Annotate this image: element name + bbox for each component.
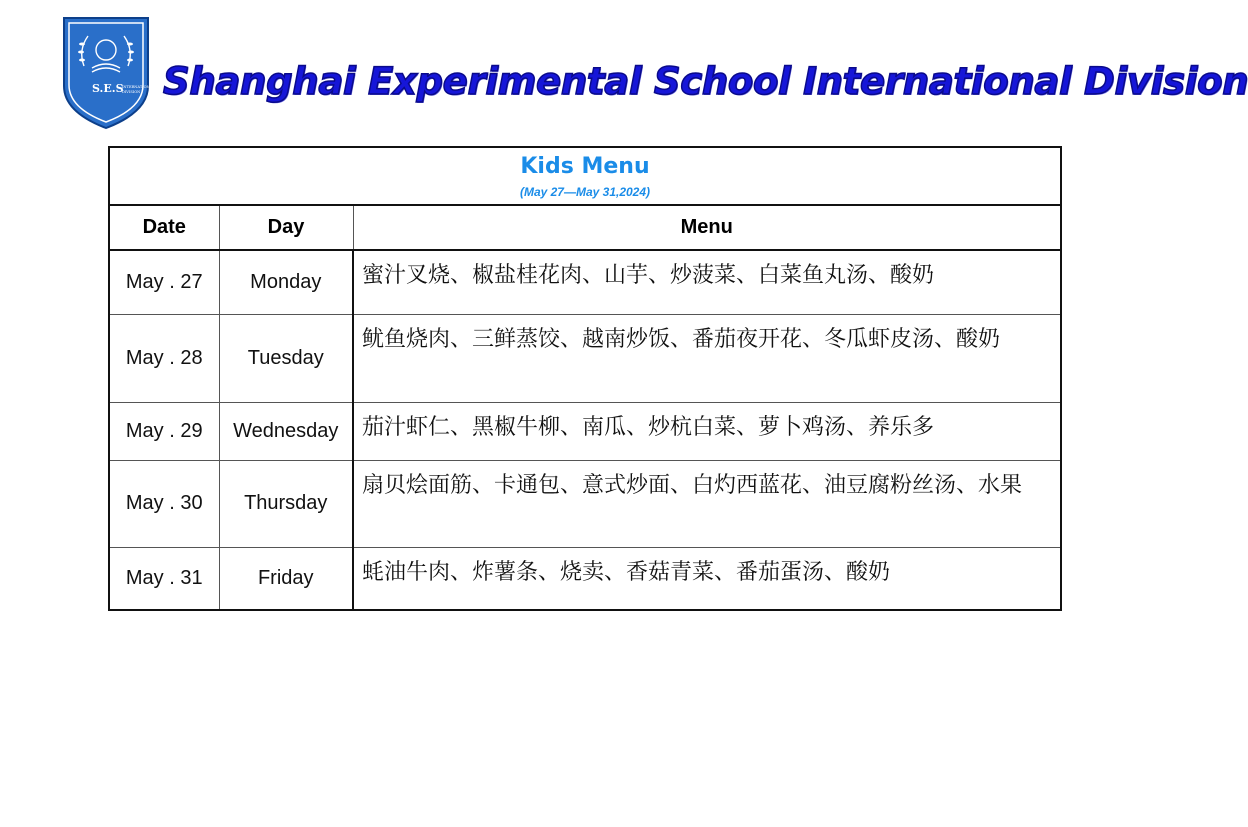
table-row <box>109 547 1061 610</box>
column-header-row <box>109 205 1061 250</box>
day-cell: Tuesday <box>219 314 353 402</box>
day-cell: Monday <box>219 250 353 314</box>
menu-title-row <box>109 147 1061 205</box>
table-row <box>109 314 1061 402</box>
date-cell: May . 30 <box>109 460 219 547</box>
menu-cell: 鱿鱼烧肉、三鲜蒸饺、越南炒饭、番茄夜开花、冬瓜虾皮汤、酸奶 <box>353 314 1061 402</box>
date-cell: May . 29 <box>109 402 219 460</box>
svg-text:S.E.S: S.E.S <box>92 82 124 95</box>
menu-cell: 蜜汁叉烧、椒盐桂花肉、山芋、炒菠菜、白菜鱼丸汤、酸奶 <box>353 250 1061 314</box>
menu-title-cell <box>109 147 1061 205</box>
menu-cell: 蚝油牛肉、炸薯条、烧卖、香菇青菜、番茄蛋汤、酸奶 <box>353 547 1061 610</box>
menu-cell: 扇贝烩面筋、卡通包、意式炒面、白灼西蓝花、油豆腐粉丝汤、水果 <box>353 460 1061 547</box>
school-logo <box>62 16 155 130</box>
menu-table <box>108 146 1062 611</box>
column-header-date: Date <box>109 205 219 250</box>
svg-text:DIVISION: DIVISION <box>122 90 141 94</box>
table-row <box>109 402 1061 460</box>
day-cell: Thursday <box>219 460 353 547</box>
menu-cell: 茄汁虾仁、黑椒牛柳、南瓜、炒杭白菜、萝卜鸡汤、养乐多 <box>353 402 1061 460</box>
date-cell: May . 28 <box>109 314 219 402</box>
svg-text:INTERNATIONAL: INTERNATIONAL <box>122 85 155 89</box>
table-row <box>109 460 1061 547</box>
date-cell: May . 31 <box>109 547 219 610</box>
date-cell: May . 27 <box>109 250 219 314</box>
day-cell: Friday <box>219 547 353 610</box>
column-header-menu: Menu <box>353 205 1061 250</box>
date-range: (May 27—May 31,2024) <box>519 185 651 199</box>
school-name: Shanghai Experimental School International Division <box>163 60 1248 103</box>
day-cell: Wednesday <box>219 402 353 460</box>
menu-title: Kids Menu <box>520 154 650 179</box>
table-row <box>109 250 1061 314</box>
column-header-day: Day <box>219 205 353 250</box>
